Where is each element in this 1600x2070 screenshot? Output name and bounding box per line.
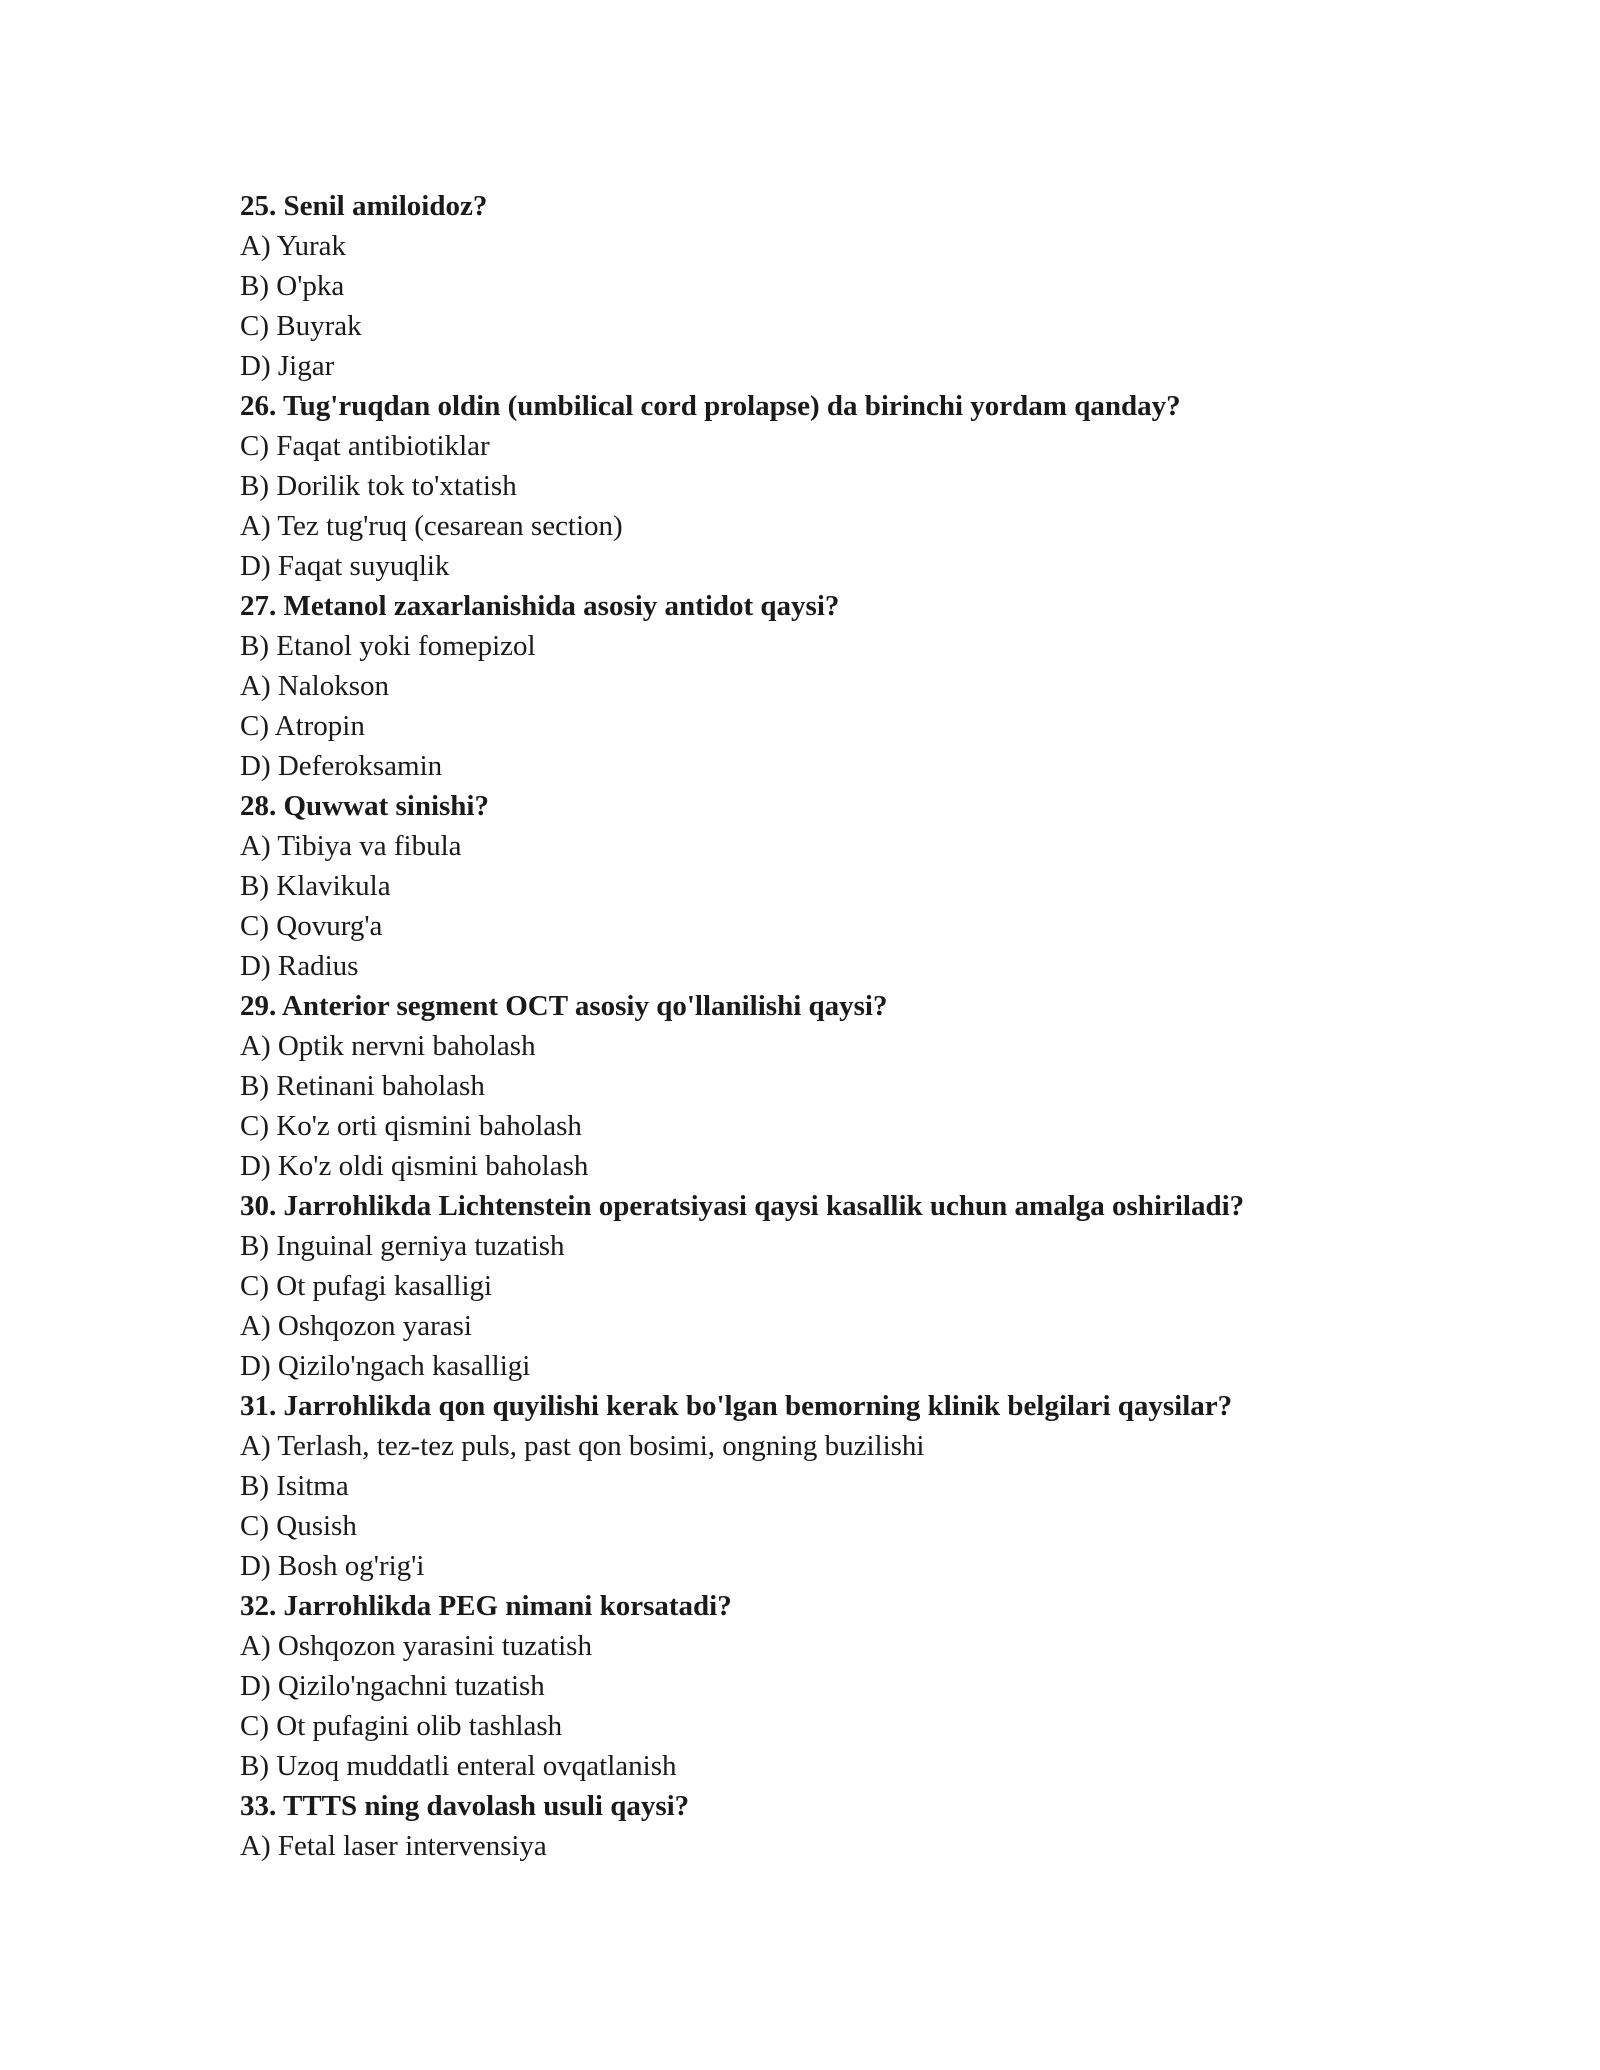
answer-option: C) Ot pufagi kasalligi <box>240 1270 493 1302</box>
question-text: 33. TTTS ning davolash usuli qaysi? <box>240 1790 690 1822</box>
answer-option: C) Buyrak <box>240 310 362 342</box>
answer-option: C) Qusish <box>240 1510 357 1542</box>
question-text: 27. Metanol zaxarlanishida asosiy antidot qaysi? <box>240 590 840 622</box>
answer-option: A) Tez tug'ruq (cesarean section) <box>240 510 623 542</box>
answer-option: D) Deferoksamin <box>240 750 443 782</box>
question-text: 29. Anterior segment OCT asosiy qo'llanilishi qaysi? <box>240 990 888 1022</box>
question-text: 26. Tug'ruqdan oldin (umbilical cord prolapse) da birinchi yordam qanday? <box>240 390 1181 422</box>
question-block <box>240 1386 1440 1586</box>
answer-option: C) Ot pufagini olib tashlash <box>240 1710 563 1742</box>
answer-option: B) Isitma <box>240 1470 349 1502</box>
question-text: 30. Jarrohlikda Lichtenstein operatsiyasi qaysi kasallik uchun amalga oshiriladi? <box>240 1190 1245 1222</box>
answer-option: D) Faqat suyuqlik <box>240 550 450 582</box>
answer-option: A) Oshqozon yarasini tuzatish <box>240 1630 592 1662</box>
answer-option: C) Faqat antibiotiklar <box>240 430 490 462</box>
question-text: 25. Senil amiloidoz? <box>240 190 488 222</box>
answer-option: C) Ko'z orti qismini baholash <box>240 1110 582 1142</box>
answer-option: A) Fetal laser intervensiya <box>240 1830 547 1862</box>
answer-option: A) Yurak <box>240 230 347 262</box>
question-text: 32. Jarrohlikda PEG nimani korsatadi? <box>240 1590 732 1622</box>
answer-option: B) Etanol yoki fomepizol <box>240 630 536 662</box>
answer-option: C) Atropin <box>240 710 365 742</box>
answer-option: A) Tibiya va fibula <box>240 830 462 862</box>
question-block <box>240 386 1440 586</box>
answer-option: D) Qizilo'ngach kasalligi <box>240 1350 531 1382</box>
answer-option: D) Jigar <box>240 350 335 382</box>
answer-option: B) Inguinal gerniya tuzatish <box>240 1230 565 1262</box>
answer-option: A) Terlash, tez-tez puls, past qon bosimi, ongning buzilishi <box>240 1430 925 1462</box>
question-list <box>240 186 1440 1866</box>
answer-option: B) Retinani baholash <box>240 1070 485 1102</box>
question-block <box>240 186 1440 386</box>
answer-option: D) Bosh og'rig'i <box>240 1550 425 1582</box>
answer-option: C) Qovurg'a <box>240 910 383 942</box>
question-block <box>240 1586 1440 1786</box>
answer-option: A) Optik nervni baholash <box>240 1030 536 1062</box>
question-block <box>240 786 1440 986</box>
answer-option: A) Oshqozon yarasi <box>240 1310 472 1342</box>
answer-option: B) O'pka <box>240 270 345 302</box>
question-text: 28. Quwwat sinishi? <box>240 790 489 822</box>
question-block <box>240 586 1440 786</box>
question-block <box>240 1186 1440 1386</box>
answer-option: A) Nalokson <box>240 670 390 702</box>
answer-option: B) Uzoq muddatli enteral ovqatlanish <box>240 1750 677 1782</box>
question-text: 31. Jarrohlikda qon quyilishi kerak bo'lgan bemorning klinik belgilari qaysilar? <box>240 1390 1233 1422</box>
answer-option: D) Ko'z oldi qismini baholash <box>240 1150 589 1182</box>
question-block <box>240 986 1440 1186</box>
question-block <box>240 1786 1440 1866</box>
answer-option: D) Radius <box>240 950 359 982</box>
answer-option: B) Dorilik tok to'xtatish <box>240 470 517 502</box>
answer-option: B) Klavikula <box>240 870 391 902</box>
answer-option: D) Qizilo'ngachni tuzatish <box>240 1670 545 1702</box>
